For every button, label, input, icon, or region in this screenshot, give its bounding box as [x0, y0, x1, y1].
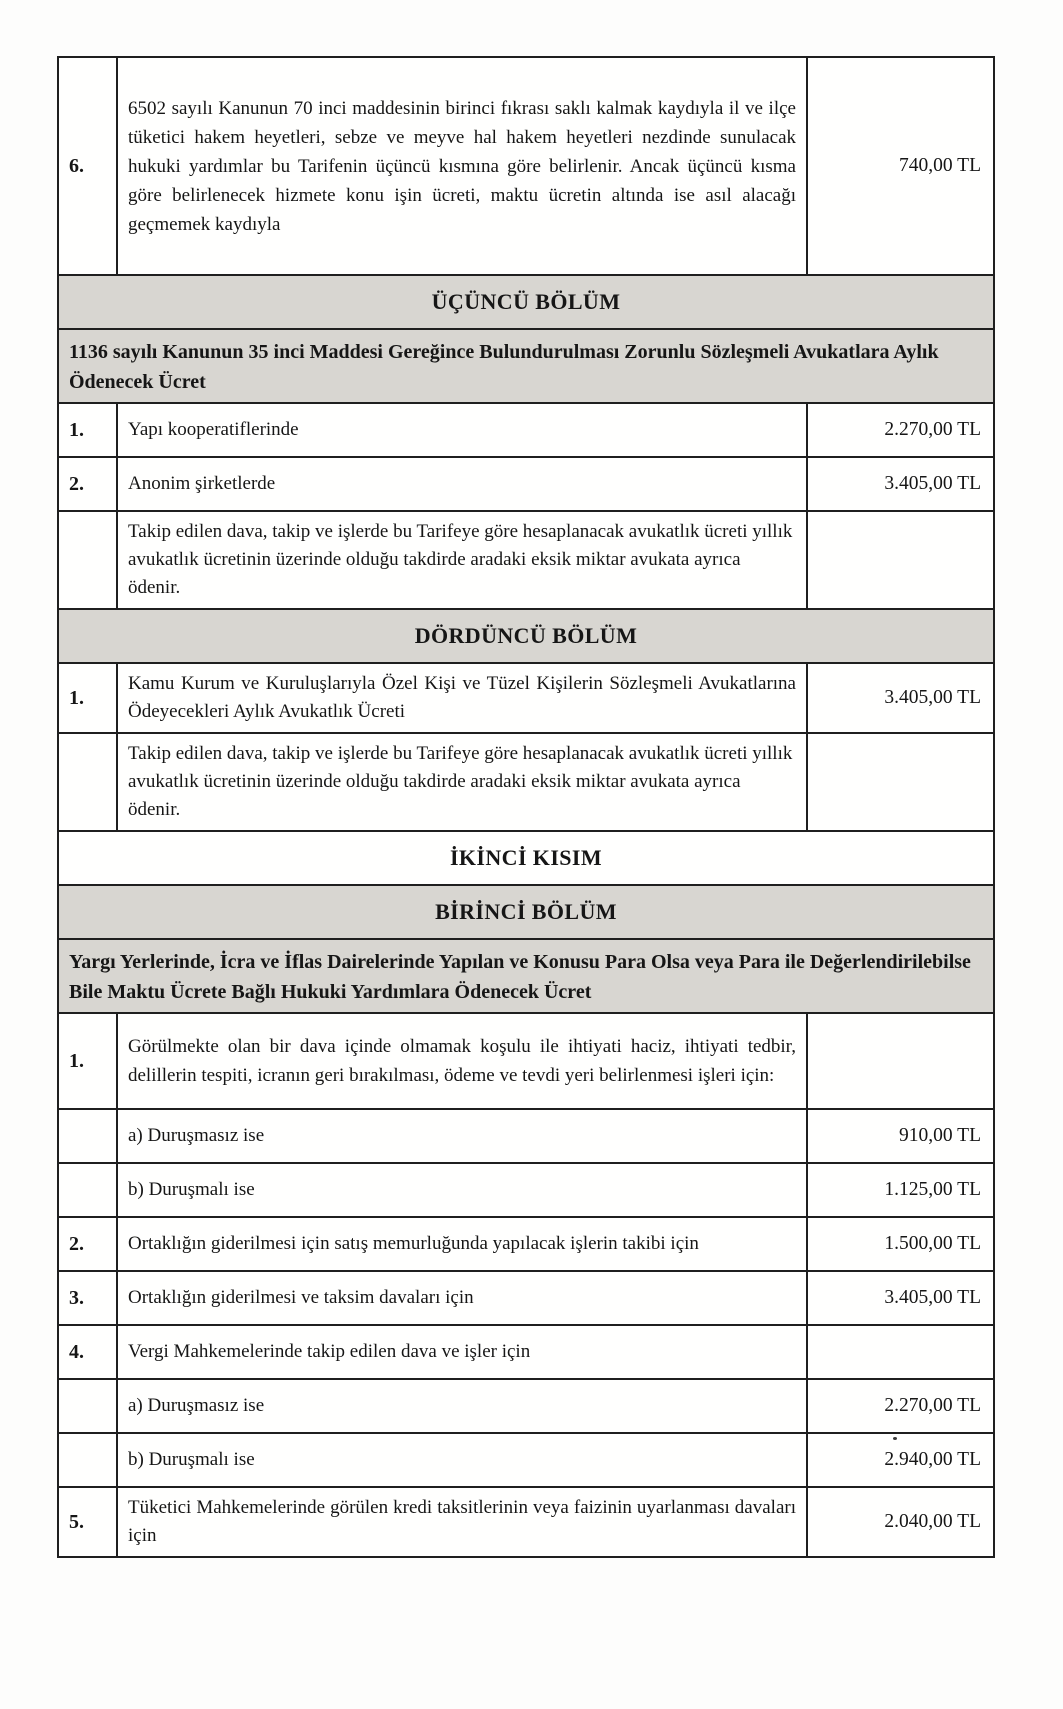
row-number [59, 734, 118, 830]
table-row [59, 1486, 993, 1556]
table-row [59, 1270, 993, 1324]
row-amount [808, 734, 993, 830]
row-number: 2. [59, 1218, 118, 1270]
row-number: 4. [59, 1326, 118, 1378]
row-description: a) Duruşmasız ise [118, 1380, 808, 1432]
part-header: İKİNCİ KISIM [59, 830, 993, 884]
row-description: Tüketici Mahkemelerinde görülen kredi taksitlerinin veya faizinin uyarlanması davaları için [118, 1488, 808, 1556]
row-amount: 3.405,00 TL [884, 1287, 981, 1308]
row-number: 2. [59, 458, 118, 510]
table-row [59, 1162, 993, 1216]
row-amount: 910,00 TL [899, 1125, 981, 1146]
table-row [59, 456, 993, 510]
row-description: Ortaklığın giderilmesi için satış memurluğunda yapılacak işlerin takibi için [118, 1218, 808, 1270]
row-description: Ortaklığın giderilmesi ve taksim davaları için [118, 1272, 808, 1324]
row-number [59, 1164, 118, 1216]
table-row [59, 1378, 993, 1432]
table-row [59, 1216, 993, 1270]
section-header: BİRİNCİ BÖLÜM [59, 884, 993, 938]
row-description: 6502 sayılı Kanunun 70 inci maddesinin birinci fıkrası saklı kalmak kaydıyla il ve ilçe tüketici hakem heyetleri, sebze ve meyve hal hakem heyetleri nezdinde sunulacak hukuki yardımlar bu Tarifenin üçüncü kısmına göre belirlenir. Ancak üçüncü kısma göre belirlenecek hizmete konu işin ücreti, maktu ücretin altında ise asıl alacağı geçmemek kaydıyla [118, 58, 808, 274]
table-row [59, 1324, 993, 1378]
table-row [59, 1432, 993, 1486]
row-number: 1. [59, 664, 118, 732]
row-description: a) Duruşmasız ise [118, 1110, 808, 1162]
table-row [59, 662, 993, 732]
row-amount: 2.940,00 TL [884, 1449, 981, 1470]
row-description: Anonim şirketlerde [118, 458, 808, 510]
table-row [59, 1012, 993, 1108]
table-row [59, 1108, 993, 1162]
table-row [59, 58, 993, 274]
fee-schedule-table [57, 56, 995, 1558]
row-number [59, 512, 118, 608]
row-number [59, 1110, 118, 1162]
row-number [59, 1434, 118, 1486]
row-amount: 1.500,00 TL [884, 1233, 981, 1254]
table-row [59, 732, 993, 830]
row-description: b) Duruşmalı ise [118, 1164, 808, 1216]
row-description: Görülmekte olan bir dava içinde olmamak koşulu ile ihtiyati haciz, ihtiyati tedbir, delillerin tespiti, icranın geri bırakılması, ödeme ve tevdi yeri belirlenmesi işleri için: [118, 1014, 808, 1108]
row-description: Takip edilen dava, takip ve işlerde bu Tarifeye göre hesaplanacak avukatlık ücreti yıllık avukatlık ücretinin üzerinde olduğu takdirde aradaki eksik miktar avukata ayrıca ödenir. [118, 512, 808, 608]
section-header: ÜÇÜNCÜ BÖLÜM [59, 274, 993, 328]
row-amount: 2.040,00 TL [884, 1511, 981, 1532]
row-number: 6. [59, 58, 118, 274]
row-number: 1. [59, 1014, 118, 1108]
row-description: Yapı kooperatiflerinde [118, 404, 808, 456]
section-subheader: Yargı Yerlerinde, İcra ve İflas Dairelerinde Yapılan ve Konusu Para Olsa veya Para ile Değerlendirilebilse Bile Maktu Ücrete Bağlı Hukuki Yardımlara Ödenecek Ücret [59, 938, 993, 1012]
row-number: 5. [59, 1488, 118, 1556]
section-subheader: 1136 sayılı Kanunun 35 inci Maddesi Gereğince Bulundurulması Zorunlu Sözleşmeli Avukatlara Aylık Ödenecek Ücret [59, 328, 993, 402]
row-amount: 2.270,00 TL [884, 1395, 981, 1416]
row-amount: 1.125,00 TL [884, 1179, 981, 1200]
row-amount [808, 512, 993, 608]
row-amount [808, 1014, 993, 1108]
table-row [59, 510, 993, 608]
row-amount: 740,00 TL [899, 155, 981, 176]
row-number: 1. [59, 404, 118, 456]
row-amount [808, 1326, 993, 1378]
row-description: Kamu Kurum ve Kuruluşlarıyla Özel Kişi ve Tüzel Kişilerin Sözleşmeli Avukatlarına Ödeyecekleri Aylık Avukatlık Ücreti [118, 664, 808, 732]
row-amount: 3.405,00 TL [884, 687, 981, 708]
row-description: Takip edilen dava, takip ve işlerde bu Tarifeye göre hesaplanacak avukatlık ücreti yıllık avukatlık ücretinin üzerinde olduğu takdirde aradaki eksik miktar avukata ayrıca ödenir. [118, 734, 808, 830]
scan-artifact-dot [893, 1437, 897, 1440]
row-number [59, 1380, 118, 1432]
row-description: b) Duruşmalı ise [118, 1434, 808, 1486]
row-amount: 2.270,00 TL [884, 419, 981, 440]
table-row [59, 402, 993, 456]
row-description: Vergi Mahkemelerinde takip edilen dava ve işler için [118, 1326, 808, 1378]
row-number: 3. [59, 1272, 118, 1324]
row-amount: 3.405,00 TL [884, 473, 981, 494]
section-header: DÖRDÜNCÜ BÖLÜM [59, 608, 993, 662]
